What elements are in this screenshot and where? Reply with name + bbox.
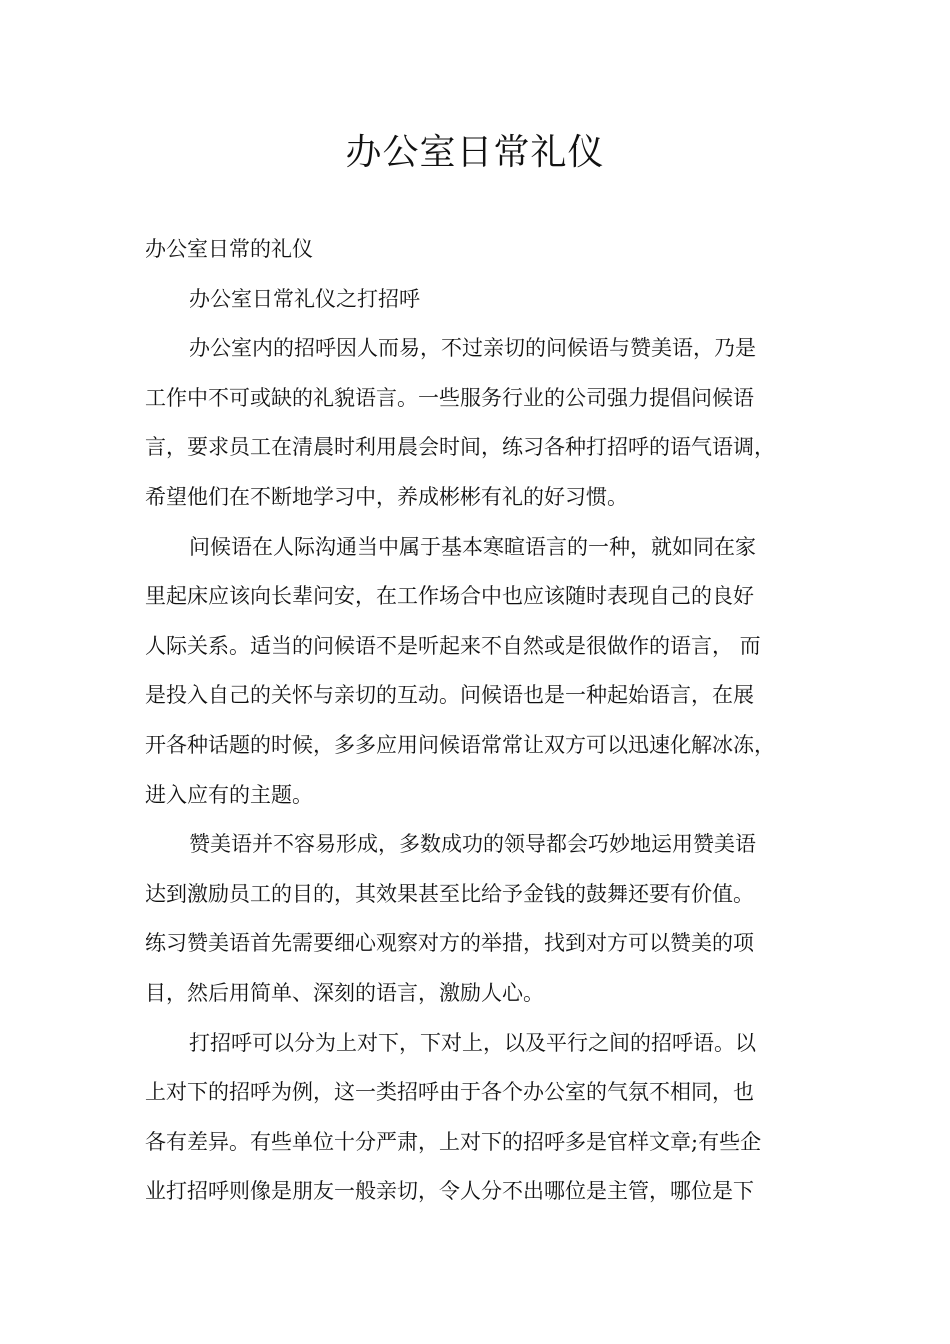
paragraph-line: 办公室内的招呼因人而易，不过亲切的问候语与赞美语，乃是	[189, 336, 756, 361]
paragraph-line: 是投入自己的关怀与亲切的互动。问候语也是一种起始语言，在展	[145, 683, 754, 708]
paragraph-line: 人际关系。适当的问候语不是听起来不自然或是很做作的语言， 而	[145, 633, 761, 658]
document-body	[145, 225, 817, 1217]
paragraph-line: 工作中不可或缺的礼貌语言。一些服务行业的公司强力提倡问候语	[145, 385, 754, 410]
document-title: 办公室日常礼仪	[345, 132, 605, 173]
paragraph-line: 达到激励员工的目的，其效果甚至比给予金钱的鼓舞还要有价值。	[145, 881, 754, 906]
paragraph-greeting-types	[145, 1019, 817, 1217]
paragraph-line: 目，然后用简单、深刻的语言，激励人心。	[145, 980, 544, 1005]
paragraph-line: 里起床应该向长辈问安，在工作场合中也应该随时表现自己的良好	[145, 584, 754, 609]
paragraph-line: 进入应有的主题。	[145, 782, 313, 807]
paragraph-line: 开各种话题的时候，多多应用问候语常常让双方可以迅速化解冰冻，	[145, 732, 775, 757]
section-heading: 办公室日常的礼仪	[145, 237, 313, 261]
paragraph-line: 各有差异。有些单位十分严肃，上对下的招呼多是官样文章;有些企	[145, 1129, 762, 1154]
paragraph-greeting-language	[145, 523, 817, 821]
paragraph-line: 言，要求员工在清晨时利用晨会时间，练习各种打招呼的语气语调，	[145, 435, 775, 460]
paragraph-line: 赞美语并不容易形成，多数成功的领导都会巧妙地运用赞美语	[189, 832, 756, 857]
paragraph-line: 业打招呼则像是朋友一般亲切，令人分不出哪位是主管，哪位是下	[145, 1179, 754, 1204]
paragraph-line: 上对下的招呼为例，这一类招呼由于各个办公室的气氛不相同，也	[145, 1080, 754, 1105]
paragraph-praise-language	[145, 820, 817, 1018]
paragraph-line: 问候语在人际沟通当中属于基本寒暄语言的一种，就如同在家	[189, 534, 756, 559]
subsection-heading: 办公室日常礼仪之打招呼	[189, 286, 420, 311]
paragraph-line: 打招呼可以分为上对下，下对上，以及平行之间的招呼语。以	[189, 1030, 756, 1055]
paragraph-line: 练习赞美语首先需要细心观察对方的举措，找到对方可以赞美的项	[145, 931, 754, 956]
paragraph-greetings-overview	[145, 324, 817, 522]
paragraph-line: 希望他们在不断地学习中，养成彬彬有礼的好习惯。	[145, 484, 628, 509]
